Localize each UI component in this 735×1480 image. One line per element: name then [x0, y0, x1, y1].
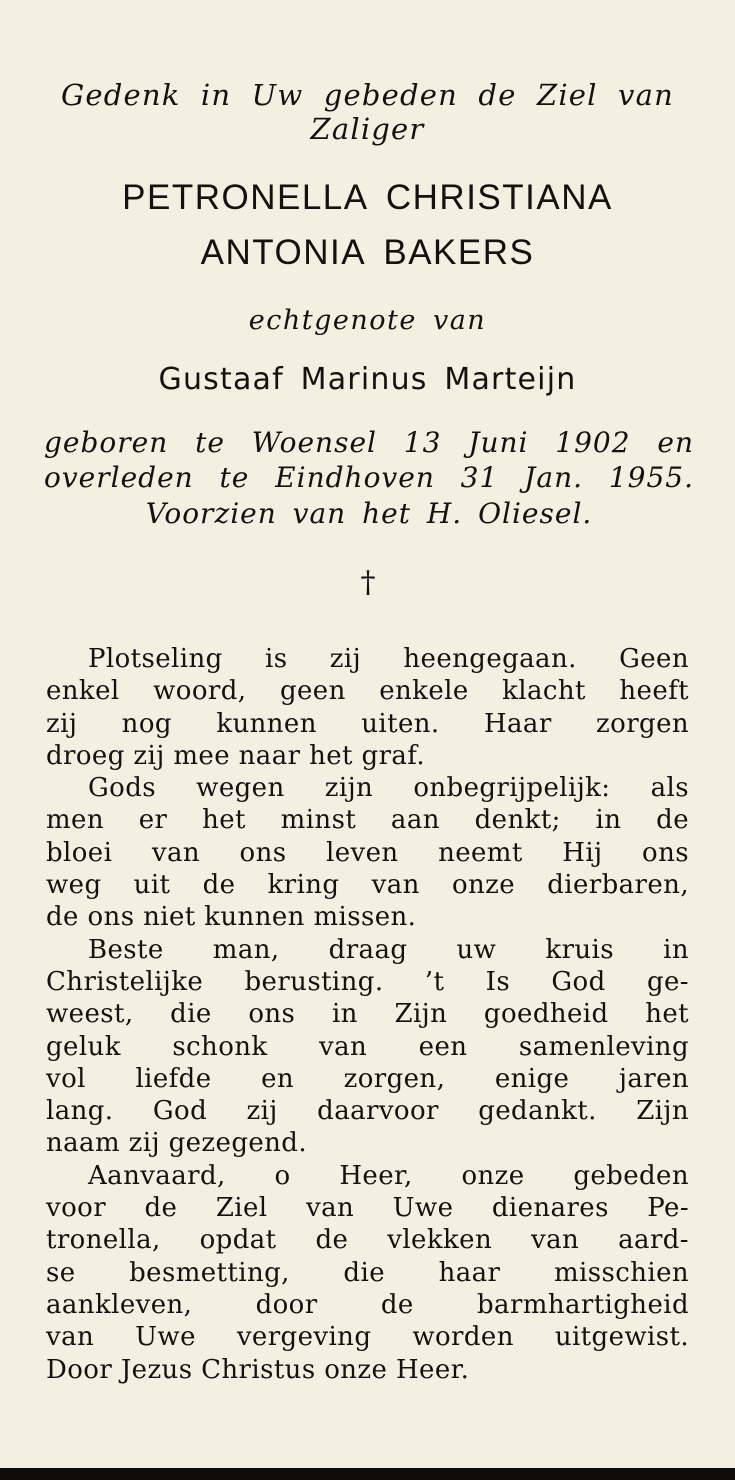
- spouse-name: Gustaaf Marinus Marteijn: [158, 362, 577, 397]
- sacrament-line: Voorzien van het H. Oliesel.: [145, 497, 593, 530]
- prayer-line: men er het minst aan denkt; in de: [46, 805, 689, 836]
- prayer-line: droeg zij mee naar het graf.: [46, 740, 426, 771]
- birth-line: geboren te Woensel 13 Juni 1902 en: [44, 426, 694, 459]
- deceased-name-line-1: PETRONELLA CHRISTIANA: [122, 178, 613, 217]
- prayer-line: Plotseling is zij heengegaan. Geen: [88, 644, 689, 674]
- card-bottom-edge: [0, 1468, 735, 1480]
- prayer-line: weg uit de kring van onze dierbaren,: [46, 870, 689, 901]
- prayer-line: Gods wegen zijn onbegrijpelijk: als: [88, 773, 689, 804]
- prayer-line: Door Jezus Christus onze Heer.: [46, 1354, 470, 1385]
- death-line: overleden te Eindhoven 31 Jan. 1955.: [44, 461, 694, 494]
- prayer-line: van Uwe vergeving worden uitgewist.: [46, 1322, 689, 1353]
- prayer-line: weest, die ons in Zijn goedheid het: [46, 999, 689, 1030]
- prayer-line: bloei van ons leven neemt Hij ons: [46, 837, 689, 868]
- prayer-text: [46, 643, 689, 1386]
- prayer-line: naam zij gezegend.: [46, 1128, 308, 1159]
- intro-line-2: Zaliger: [310, 112, 425, 146]
- prayer-line: vol liefde en zorgen, enige jaren: [46, 1063, 689, 1094]
- prayer-line: lang. God zij daarvoor gedankt. Zijn: [46, 1096, 689, 1127]
- prayer-line: Christelijke berusting. ’t Is God ge-: [46, 966, 689, 997]
- prayer-line: Beste man, draag uw kruis in: [88, 934, 689, 965]
- prayer-line: zij nog kunnen uiten. Haar zorgen: [46, 708, 689, 739]
- prayer-line: tronella, opdat de vlekken van aard-: [46, 1225, 689, 1256]
- prayer-line: de ons niet kunnen missen.: [46, 902, 417, 933]
- deceased-name-line-2: ANTONIA BAKERS: [200, 233, 535, 272]
- prayer-line: geluk schonk van een samenleving: [46, 1031, 689, 1062]
- intro-line-1: Gedenk in Uw gebeden de Ziel van: [60, 78, 675, 112]
- prayer-line: voor de Ziel van Uwe dienares Pe-: [46, 1193, 689, 1224]
- cross-icon: †: [360, 565, 376, 600]
- spouse-intro: echtgenote van: [248, 305, 487, 336]
- prayer-line: Aanvaard, o Heer, onze gebeden: [88, 1160, 689, 1191]
- prayer-line: aankleven, door de barmhartigheid: [46, 1289, 689, 1320]
- prayer-line: enkel woord, geen enkele klacht heeft: [46, 676, 689, 707]
- prayer-line: se besmetting, die haar misschien: [46, 1257, 689, 1288]
